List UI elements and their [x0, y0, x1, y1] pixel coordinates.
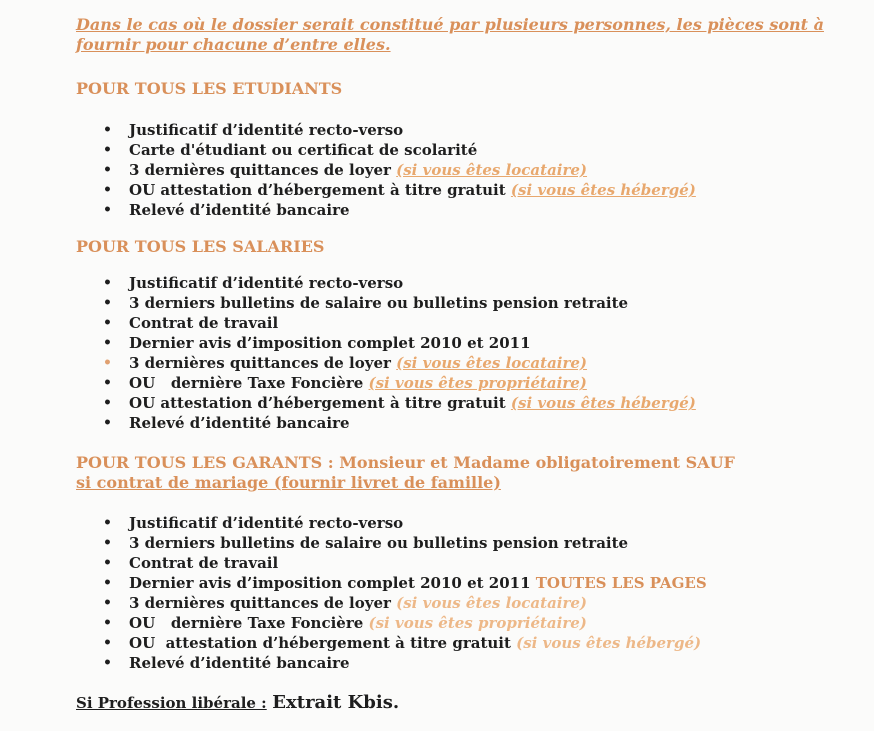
list-item: • Justificatif d’identité recto-verso	[103, 514, 404, 532]
list-item: • OU dernière Taxe Foncière (si vous êtes propriétaire)	[103, 614, 587, 632]
list-item: • Carte d'étudiant ou certificat de scolarité	[103, 141, 478, 159]
bullet-icon: •	[103, 202, 112, 218]
heading-garants-line2: si contrat de mariage (fournir livret de famille)	[76, 473, 501, 492]
bullet-icon: •	[103, 415, 112, 431]
condition-note: (si vous êtes locataire)	[396, 354, 588, 372]
list-item: • OU dernière Taxe Foncière (si vous êtes propriétaire)	[103, 374, 587, 392]
condition-note: (si vous êtes hébergé)	[510, 394, 696, 412]
heading-salaries: POUR TOUS LES SALARIES	[76, 237, 325, 256]
bullet-icon: •	[103, 515, 112, 531]
bullet-icon: •	[103, 635, 112, 651]
list-item: • 3 dernières quittances de loyer (si vous êtes locataire)	[103, 594, 588, 612]
list-item: • Relevé d’identité bancaire	[103, 654, 350, 672]
list-item: • Relevé d’identité bancaire	[103, 414, 350, 432]
bullet-icon: •	[103, 142, 112, 158]
bullet-icon: •	[103, 122, 112, 138]
list-etudiants	[0, 120, 696, 220]
bullet-icon: •	[103, 555, 112, 571]
heading-garants	[76, 453, 776, 493]
list-item: • Contrat de travail	[103, 314, 279, 332]
bullet-icon: •	[103, 655, 112, 671]
bullet-icon: •	[103, 295, 112, 311]
list-item: • OU attestation d’hébergement à titre gratuit (si vous êtes hébergé)	[103, 634, 702, 652]
list-item: • Justificatif d’identité recto-verso	[103, 274, 404, 292]
condition-note: (si vous êtes hébergé)	[510, 181, 696, 199]
list-item: • Dernier avis d’imposition complet 2010 et 2011 TOUTES LES PAGES	[103, 574, 707, 592]
heading-etudiants: POUR TOUS LES ETUDIANTS	[76, 79, 343, 98]
bullet-icon: •	[103, 335, 112, 351]
list-garants	[0, 513, 707, 673]
heading-garants-line1: POUR TOUS LES GARANTS : Monsieur et Madame obligatoirement SAUF	[76, 453, 735, 472]
bullet-icon: •	[103, 375, 112, 391]
list-item: • OU attestation d’hébergement à titre gratuit (si vous êtes hébergé)	[103, 181, 696, 199]
all-pages-note: TOUTES LES PAGES	[535, 574, 707, 592]
bullet-icon: •	[103, 315, 112, 331]
bullet-icon: •	[103, 355, 112, 371]
condition-note: (si vous êtes hébergé)	[516, 634, 702, 652]
list-salaries	[0, 273, 696, 433]
condition-note: (si vous êtes propriétaire)	[368, 614, 587, 632]
list-item: • Relevé d’identité bancaire	[103, 201, 350, 219]
bullet-icon: •	[103, 575, 112, 591]
list-item: • 3 derniers bulletins de salaire ou bulletins pension retraite	[103, 294, 629, 312]
footer-label: Si Profession libérale :	[76, 694, 267, 712]
condition-note: (si vous êtes locataire)	[396, 594, 588, 612]
condition-note: (si vous êtes locataire)	[396, 161, 588, 179]
list-item: • Dernier avis d’imposition complet 2010 et 2011	[103, 334, 531, 352]
bullet-icon: •	[103, 182, 112, 198]
bullet-icon: •	[103, 595, 112, 611]
list-item: • Contrat de travail	[103, 554, 279, 572]
footer-profession	[76, 692, 399, 713]
list-item: • 3 dernières quittances de loyer (si vous êtes locataire)	[103, 161, 588, 179]
bullet-icon: •	[103, 615, 112, 631]
footer-value: Extrait Kbis.	[272, 692, 400, 713]
bullet-icon: •	[103, 275, 112, 291]
intro-note: Dans le cas où le dossier serait constitué par plusieurs personnes, les pièces sont à fournir pour chacune d’entre elles.	[76, 15, 824, 54]
bullet-icon: •	[103, 395, 112, 411]
list-item: • Justificatif d’identité recto-verso	[103, 121, 404, 139]
bullet-icon: •	[103, 535, 112, 551]
list-item: • 3 dernières quittances de loyer (si vous êtes locataire)	[103, 354, 588, 372]
bullet-icon: •	[103, 162, 112, 178]
list-item: • 3 derniers bulletins de salaire ou bulletins pension retraite	[103, 534, 629, 552]
list-item: • OU attestation d’hébergement à titre gratuit (si vous êtes hébergé)	[103, 394, 696, 412]
condition-note: (si vous êtes propriétaire)	[368, 374, 587, 392]
